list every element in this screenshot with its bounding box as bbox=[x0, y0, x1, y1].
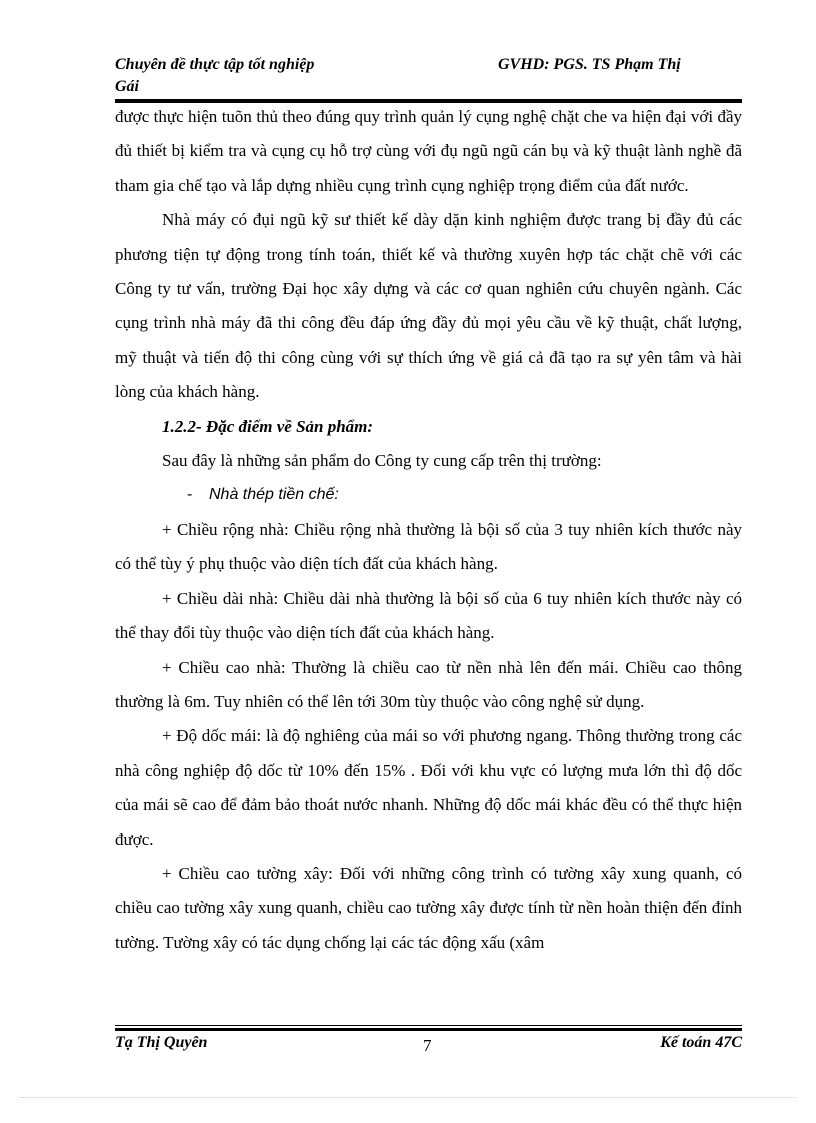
footer-divider-thick bbox=[115, 1028, 742, 1031]
list-item-steel-house bbox=[115, 478, 742, 512]
paragraph-3: Sau đây là những sản phẩm do Công ty cung cấp trên thị trường: bbox=[162, 451, 602, 471]
header-report-title: Chuyên đề thực tập tốt nghiệp bbox=[115, 56, 315, 73]
page-number: 7 bbox=[423, 1036, 432, 1055]
page-header bbox=[115, 54, 745, 98]
paragraph-roof-slope: + Độ dốc mái: là độ nghiêng của mái so với phương ngang. Thông thường trong các nhà công nghiệp độ dốc từ 10% đến 15% . Đối với khu vực có lượng mưa lớn thì độ dốc của mái sẽ cao để đảm bảo thoát nước nhanh. Những độ dốc mái khác đều có thể thực hiện được. bbox=[115, 726, 742, 849]
paragraph-height: + Chiều cao nhà: Thường là chiều cao từ nền nhà lên đến mái. Chiều cao thông thường là 6m. Tuy nhiên có thể lên tới 30m tùy thuộc vào công nghệ sử dụng. bbox=[115, 657, 742, 711]
footer-divider-thin bbox=[115, 1025, 742, 1026]
footer-class: Kế toán 47C bbox=[660, 1034, 742, 1051]
paragraph-wall-height: + Chiều cao tường xây: Đối với những công trình có tường xây xung quanh, có chiều cao tường xây xung quanh, chiều cao tường xây được tính từ nền hoàn thiện đến đỉnh tường. Tường xây có tác dụng chống lại các tác động xấu (xâm bbox=[115, 863, 742, 952]
header-left bbox=[115, 54, 395, 98]
paragraph-1: được thực hiện tuõn thủ theo đúng quy trình quản lý cụng nghệ chặt che va hiện đại với đầy đủ thiết bị kiểm tra và cụng cụ hỗ trợ cùng với đụ ngũ ngũ cán bụ và kỹ thuật lành nghề đã tham gia chế tạo và lắp dựng nhiều cụng trình cụng nghiệp trọng điểm của đất nước. bbox=[115, 107, 742, 195]
paragraph-width: + Chiều rộng nhà: Chiều rộng nhà thường là bội số của 3 tuy nhiên kích thước này có thể tùy ý phụ thuộc vào diện tích đất của khách hàng. bbox=[115, 519, 742, 574]
header-report-title-cont: Gái bbox=[115, 78, 139, 95]
dash-bullet: - bbox=[187, 486, 193, 504]
section-heading: 1.2.2- Đặc điểm về Sản phẩm: bbox=[162, 416, 374, 436]
paragraph-length: + Chiều dài nhà: Chiều dài nhà thường là bội số của 6 tuy nhiên kích thước này có thể thay đổi tùy thuộc vào diện tích đất của khách hàng. bbox=[115, 588, 742, 643]
list-item-label: Nhà thép tiền chế: bbox=[209, 486, 339, 504]
footer-author: Tạ Thị Quyên bbox=[115, 1034, 208, 1051]
page-bottom-edge bbox=[20, 1097, 796, 1098]
header-supervisor: GVHD: PGS. TS Phạm Thị bbox=[498, 56, 681, 73]
paragraph-2: Nhà máy có đụi ngũ kỹ sư thiết kế dày dặn kinh nghiệm được trang bị đầy đủ các phương tiện tự động trong tính toán, thiết kế và thường xuyên hợp tác chặt chẽ với các Công ty tư vấn, trường Đại học xây dựng và các cơ quan nghiên cứu chuyên ngành. Các cụng trình nhà máy đã thi công đều đáp ứng đầy đủ mọi yêu cầu về kỹ thuật, chất lượng, mỹ thuật và tiến độ thi công cùng với sự thích ứng về giá cả đã tạo ra sự yên tâm và hài lòng của khách hàng. bbox=[115, 210, 742, 402]
document-body bbox=[115, 100, 742, 960]
page-footer bbox=[115, 1034, 742, 1058]
